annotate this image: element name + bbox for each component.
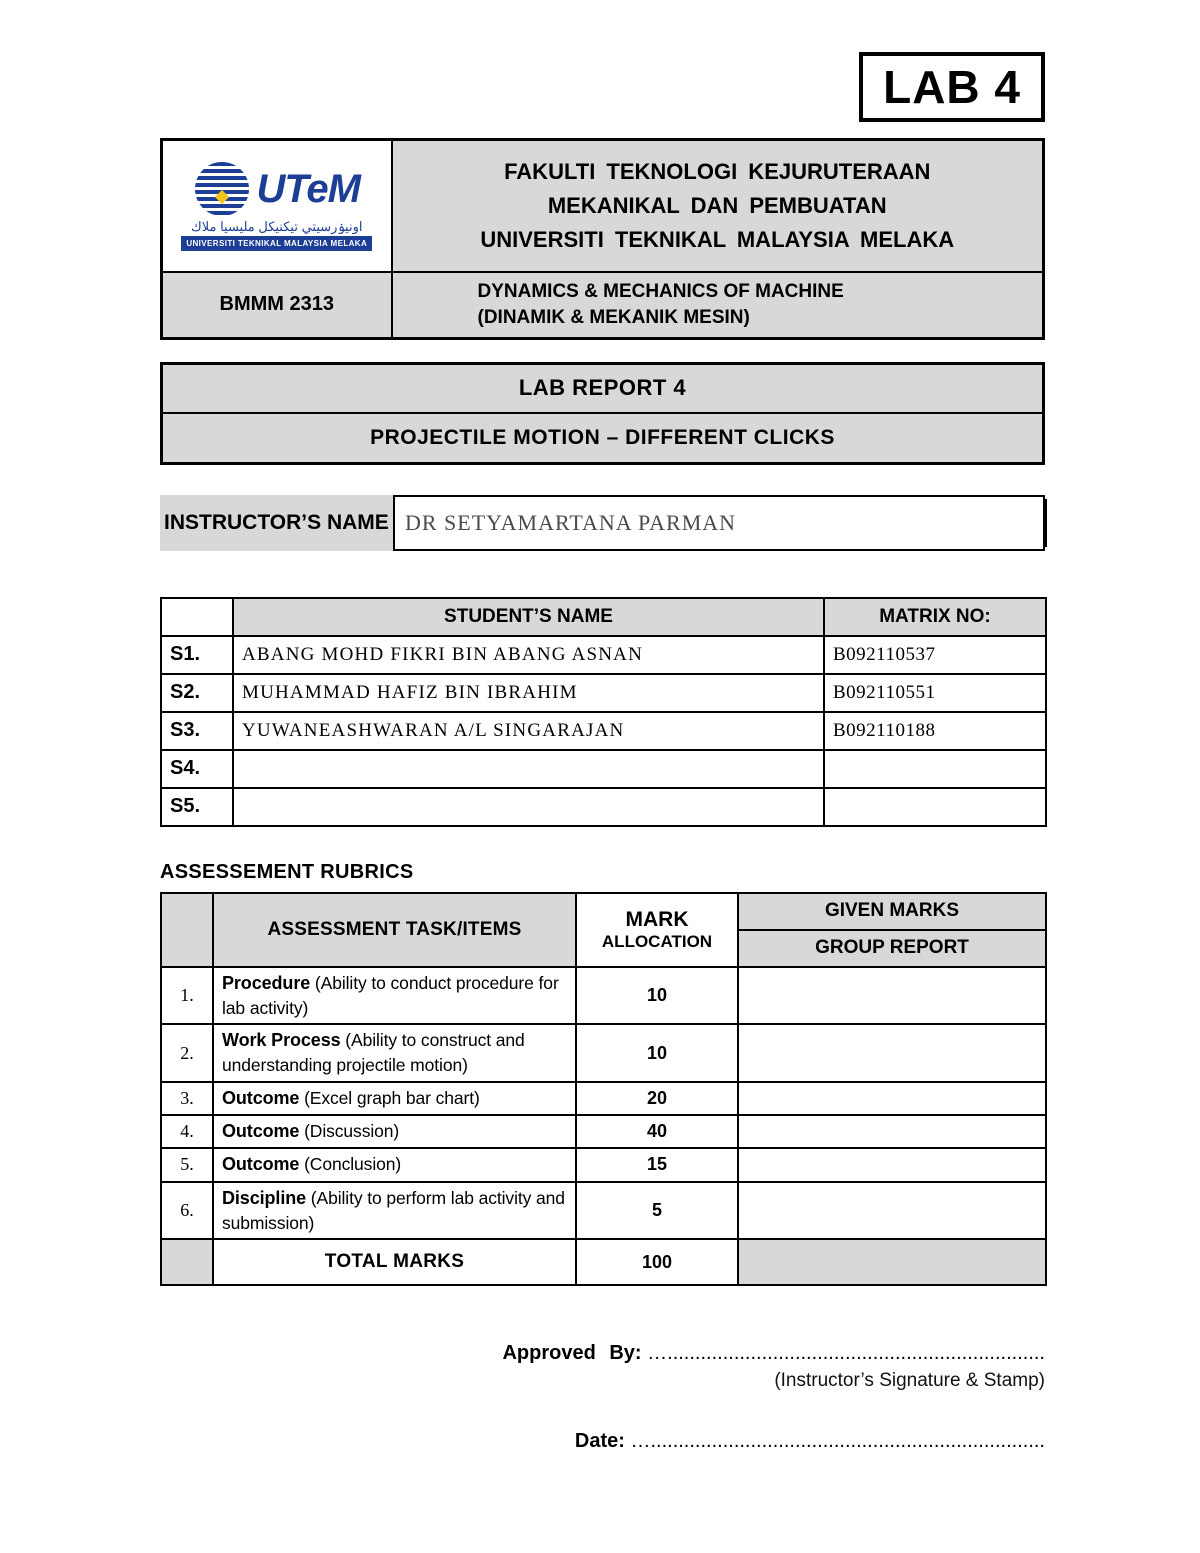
rubric-task-desc: (Ability to perform lab activity and submission) bbox=[222, 1187, 565, 1233]
rubric-row-number: 2. bbox=[161, 1024, 213, 1082]
rubric-total-value: 100 bbox=[576, 1239, 738, 1285]
approved-by-label: Approved By: bbox=[502, 1342, 642, 1365]
rubric-mark-cell: 10 bbox=[576, 967, 738, 1025]
student-name-cell: YUWANEASHWARAN A/L SINGARAJAN bbox=[233, 712, 824, 750]
rubric-task-cell bbox=[213, 1024, 576, 1082]
date-dotted-line: …....................................................................... bbox=[630, 1430, 1045, 1453]
course-name-cell bbox=[392, 272, 1044, 338]
report-title: LAB REPORT 4 bbox=[162, 363, 1044, 413]
rubric-task-title: Work Process bbox=[222, 1030, 341, 1051]
rubric-row bbox=[161, 1024, 1046, 1082]
rubric-task-title: Discipline bbox=[222, 1187, 307, 1208]
approved-by-dotted-line: ….................................................................... bbox=[647, 1342, 1045, 1365]
utem-emblem-icon bbox=[194, 161, 250, 217]
utem-logo-wordmark: UTeM bbox=[256, 166, 360, 211]
student-row-label: S3. bbox=[161, 712, 233, 750]
utem-logo-caption: UNIVERSITI TEKNIKAL MALAYSIA MELAKA bbox=[181, 236, 372, 251]
student-name-cell bbox=[233, 750, 824, 788]
faculty-line-2: MEKANIKAL DAN PEMBUATAN bbox=[547, 193, 887, 219]
header-row-course bbox=[162, 272, 1044, 338]
rubric-task-cell bbox=[213, 1182, 576, 1240]
students-header-row bbox=[161, 598, 1046, 636]
student-row-label: S4. bbox=[161, 750, 233, 788]
report-subtitle: PROJECTILE MOTION – DIFFERENT CLICKS bbox=[162, 413, 1044, 463]
rubric-total-row bbox=[161, 1239, 1046, 1285]
course-name-line-1: DYNAMICS & MECHANICS OF MACHINE bbox=[477, 281, 844, 303]
faculty-line-1: FAKULTI TEKNOLOGI KEJURUTERAAN bbox=[504, 159, 931, 184]
rubric-row-number: 5. bbox=[161, 1148, 213, 1181]
instructor-name-label: INSTRUCTOR’S NAME bbox=[160, 495, 393, 551]
instructor-name-field: DR SETYAMARTANA PARMAN bbox=[393, 495, 1045, 551]
rubrics-section-title: ASSESSEMENT RUBRICS bbox=[160, 860, 414, 883]
student-matrix-cell: B092110537 bbox=[824, 636, 1046, 674]
students-matrix-header: MATRIX NO: bbox=[824, 598, 1046, 636]
rubric-row-number: 3. bbox=[161, 1082, 213, 1115]
rubrics-given-marks-header: GIVEN MARKS bbox=[738, 893, 1046, 930]
date-line bbox=[160, 1430, 1045, 1453]
rubric-total-label: TOTAL MARKS bbox=[213, 1239, 576, 1285]
students-corner-cell bbox=[161, 598, 233, 636]
logo-cell bbox=[162, 140, 392, 273]
student-name-cell: ABANG MOHD FIKRI BIN ABANG ASNAN bbox=[233, 636, 824, 674]
rubric-row-number: 1. bbox=[161, 967, 213, 1025]
rubric-task-title: Outcome bbox=[222, 1087, 300, 1108]
rubrics-mark-header bbox=[576, 893, 738, 967]
rubric-task-desc: (Conclusion) bbox=[299, 1154, 402, 1175]
rubric-task-cell bbox=[213, 1082, 576, 1115]
rubric-given-mark-cell bbox=[738, 967, 1046, 1025]
rubric-mark-cell: 15 bbox=[576, 1148, 738, 1181]
students-table bbox=[160, 597, 1047, 827]
rubric-given-mark-cell bbox=[738, 1024, 1046, 1082]
header-row-faculty bbox=[162, 140, 1044, 273]
student-name-cell bbox=[233, 788, 824, 826]
student-row bbox=[161, 636, 1046, 674]
report-title-table bbox=[160, 362, 1045, 465]
rubric-task-desc: (Excel graph bar chart) bbox=[299, 1087, 480, 1108]
lab-number-badge: LAB 4 bbox=[859, 52, 1045, 122]
course-name-line-2: (DINAMIK & MEKANIK MESIN) bbox=[477, 306, 750, 328]
student-row-label: S2. bbox=[161, 674, 233, 712]
student-matrix-cell bbox=[824, 750, 1046, 788]
rubric-given-mark-cell bbox=[738, 1082, 1046, 1115]
report-subtitle-row bbox=[162, 413, 1044, 463]
rubric-row bbox=[161, 1082, 1046, 1115]
rubric-row-number: 4. bbox=[161, 1115, 213, 1148]
rubric-task-title: Procedure bbox=[222, 972, 311, 993]
utem-logo bbox=[167, 161, 387, 251]
rubric-task-desc: (Ability to construct and understanding projectile motion) bbox=[222, 1030, 525, 1076]
rubric-mark-cell: 40 bbox=[576, 1115, 738, 1148]
rubrics-header-row-1 bbox=[161, 893, 1046, 930]
signature-stamp-note: (Instructor’s Signature & Stamp) bbox=[774, 1370, 1045, 1392]
utem-logo-top bbox=[194, 161, 360, 217]
student-row bbox=[161, 712, 1046, 750]
course-code-cell: BMMM 2313 bbox=[162, 272, 392, 338]
student-matrix-cell: B092110551 bbox=[824, 674, 1046, 712]
student-row-label: S1. bbox=[161, 636, 233, 674]
rubric-given-mark-cell bbox=[738, 1148, 1046, 1181]
approval-footer bbox=[160, 1342, 1045, 1453]
rubrics-group-report-header: GROUP REPORT bbox=[738, 930, 1046, 967]
rubrics-mark-header-line2: ALLOCATION bbox=[601, 931, 713, 951]
rubric-total-given-cell bbox=[738, 1239, 1046, 1285]
report-title-row bbox=[162, 363, 1044, 413]
approved-by-line bbox=[160, 1342, 1045, 1365]
rubric-mark-cell: 10 bbox=[576, 1024, 738, 1082]
rubric-task-desc: (Ability to conduct procedure for lab activity) bbox=[222, 972, 559, 1018]
rubrics-mark-header-line1: MARK bbox=[625, 907, 689, 931]
students-name-header: STUDENT’S NAME bbox=[233, 598, 824, 636]
rubric-task-title: Outcome bbox=[222, 1121, 300, 1142]
rubric-row bbox=[161, 1148, 1046, 1181]
rubric-task-title: Outcome bbox=[222, 1154, 300, 1175]
rubrics-corner-cell bbox=[161, 893, 213, 967]
rubric-task-cell bbox=[213, 1148, 576, 1181]
rubric-row-number: 6. bbox=[161, 1182, 213, 1240]
student-matrix-cell bbox=[824, 788, 1046, 826]
rubric-row bbox=[161, 967, 1046, 1025]
rubric-given-mark-cell bbox=[738, 1115, 1046, 1148]
instructor-row bbox=[160, 495, 1045, 551]
date-label: Date: bbox=[574, 1430, 625, 1453]
student-row bbox=[161, 674, 1046, 712]
student-row bbox=[161, 788, 1046, 826]
rubric-row bbox=[161, 1182, 1046, 1240]
rubric-task-cell bbox=[213, 1115, 576, 1148]
rubric-mark-cell: 20 bbox=[576, 1082, 738, 1115]
student-row-label: S5. bbox=[161, 788, 233, 826]
rubric-task-cell bbox=[213, 967, 576, 1025]
student-matrix-cell: B092110188 bbox=[824, 712, 1046, 750]
rubric-total-corner-cell bbox=[161, 1239, 213, 1285]
faculty-line-3: UNIVERSITI TEKNIKAL MALAYSIA MELAKA bbox=[480, 227, 955, 253]
utem-logo-jawi-text: اونيۏرسيتي تيكنيكل مليسيا ملاك bbox=[191, 219, 363, 235]
lab-badge-row bbox=[160, 52, 1045, 122]
student-row bbox=[161, 750, 1046, 788]
student-name-cell: MUHAMMAD HAFIZ BIN IBRAHIM bbox=[233, 674, 824, 712]
rubric-row bbox=[161, 1115, 1046, 1148]
rubric-given-mark-cell bbox=[738, 1182, 1046, 1240]
rubrics-table bbox=[160, 892, 1047, 1287]
rubric-task-desc: (Discussion) bbox=[299, 1121, 400, 1142]
rubrics-task-header: ASSESSMENT TASK/ITEMS bbox=[213, 893, 576, 967]
rubric-mark-cell: 5 bbox=[576, 1182, 738, 1240]
header-table bbox=[160, 138, 1045, 340]
faculty-name-cell bbox=[392, 140, 1044, 273]
